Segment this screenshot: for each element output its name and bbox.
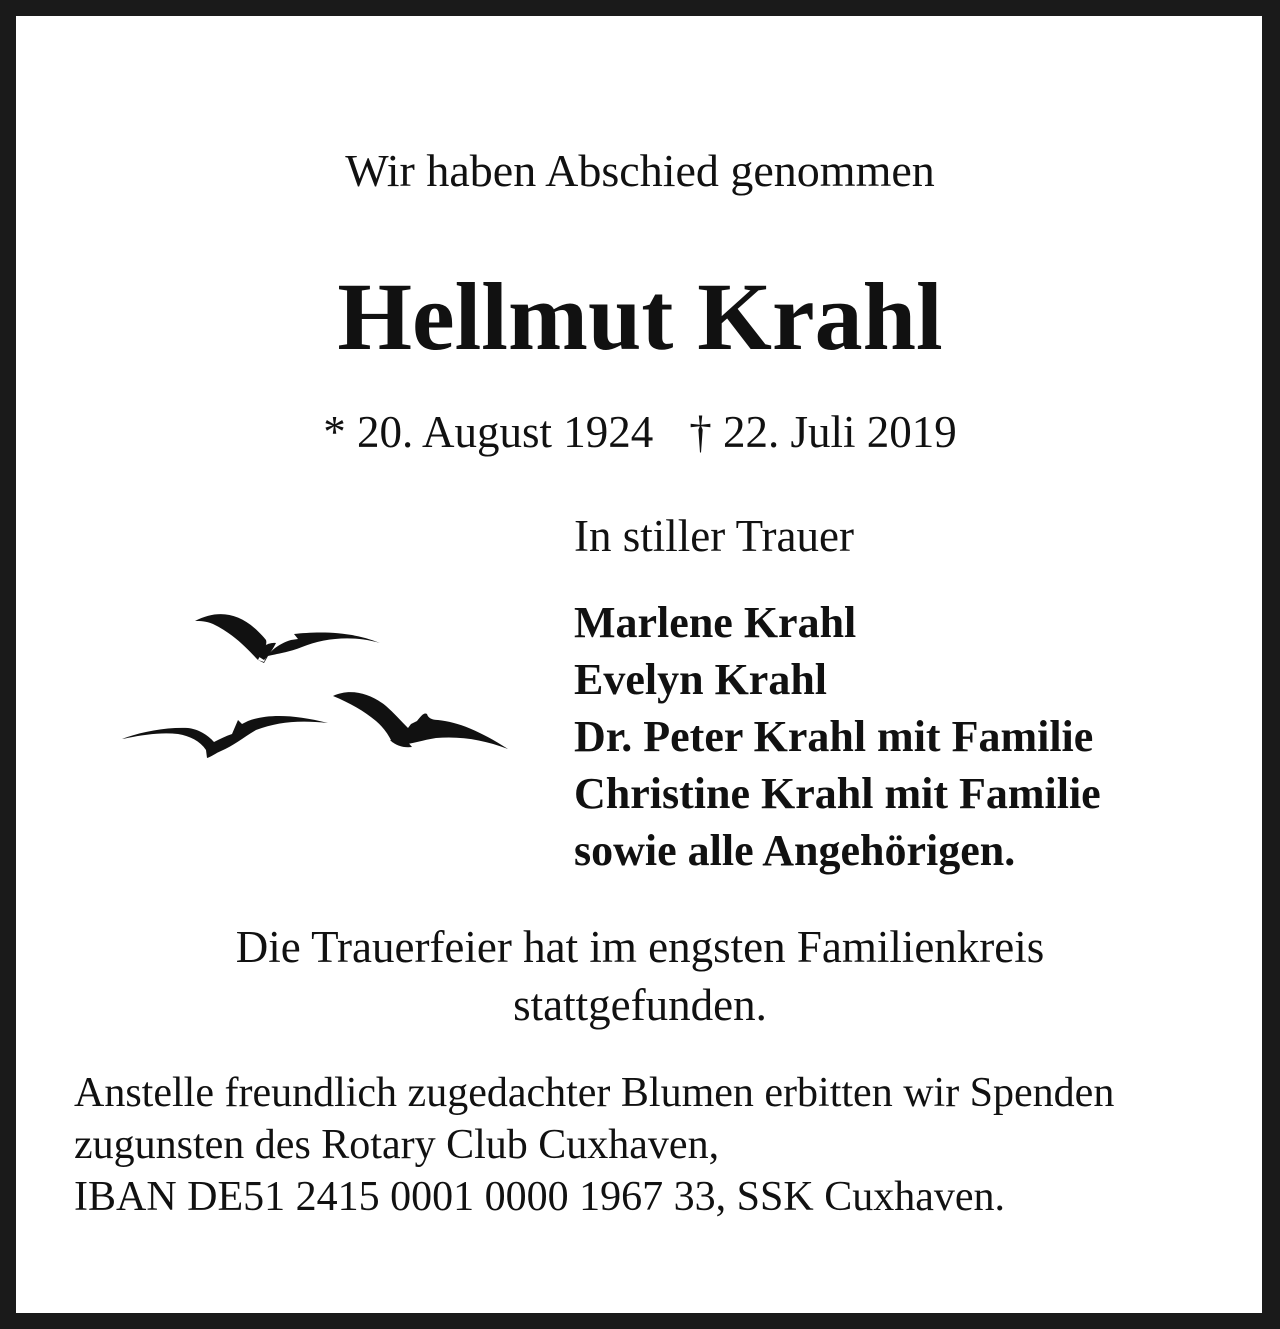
mourner-name: sowie alle Angehörigen. [574, 826, 1016, 875]
donation-line: zugunsten des Rotary Club Cuxhaven, [74, 1122, 720, 1168]
mourning-line: In stiller Trauer [574, 511, 854, 561]
mourner-name: Dr. Peter Krahl mit Familie [574, 712, 1094, 761]
life-dates [0, 404, 1280, 460]
mourners-list [574, 594, 1101, 879]
intro-text: Wir haben Abschied genommen [345, 145, 935, 196]
mourner-name: Evelyn Krahl [574, 655, 828, 704]
ceremony-text: Die Trauerfeier hat im engsten Familienkreis [235, 922, 1045, 972]
ceremony-text-continued: stattgefunden. [513, 980, 767, 1030]
mourner-name: Christine Krahl mit Familie [574, 769, 1101, 818]
donation-line: Anstelle freundlich zugedachter Blumen erbitten wir Spenden [74, 1070, 1115, 1116]
mourner-name: Marlene Krahl [574, 598, 857, 647]
flying-seagulls-icon [118, 600, 518, 775]
death-date: † 22. Juli 2019 [689, 407, 957, 457]
donation-request [74, 1067, 1114, 1223]
seagull-icon [333, 692, 508, 749]
birth-date: * 20. August 1924 [323, 407, 654, 457]
donation-bank-details: IBAN DE51 2415 0001 0000 1967 33, SSK Cuxhaven. [74, 1174, 1005, 1220]
deceased-name: Hellmut Krahl [337, 263, 943, 370]
seagull-icon [122, 716, 328, 758]
seagull-icon [195, 614, 380, 663]
